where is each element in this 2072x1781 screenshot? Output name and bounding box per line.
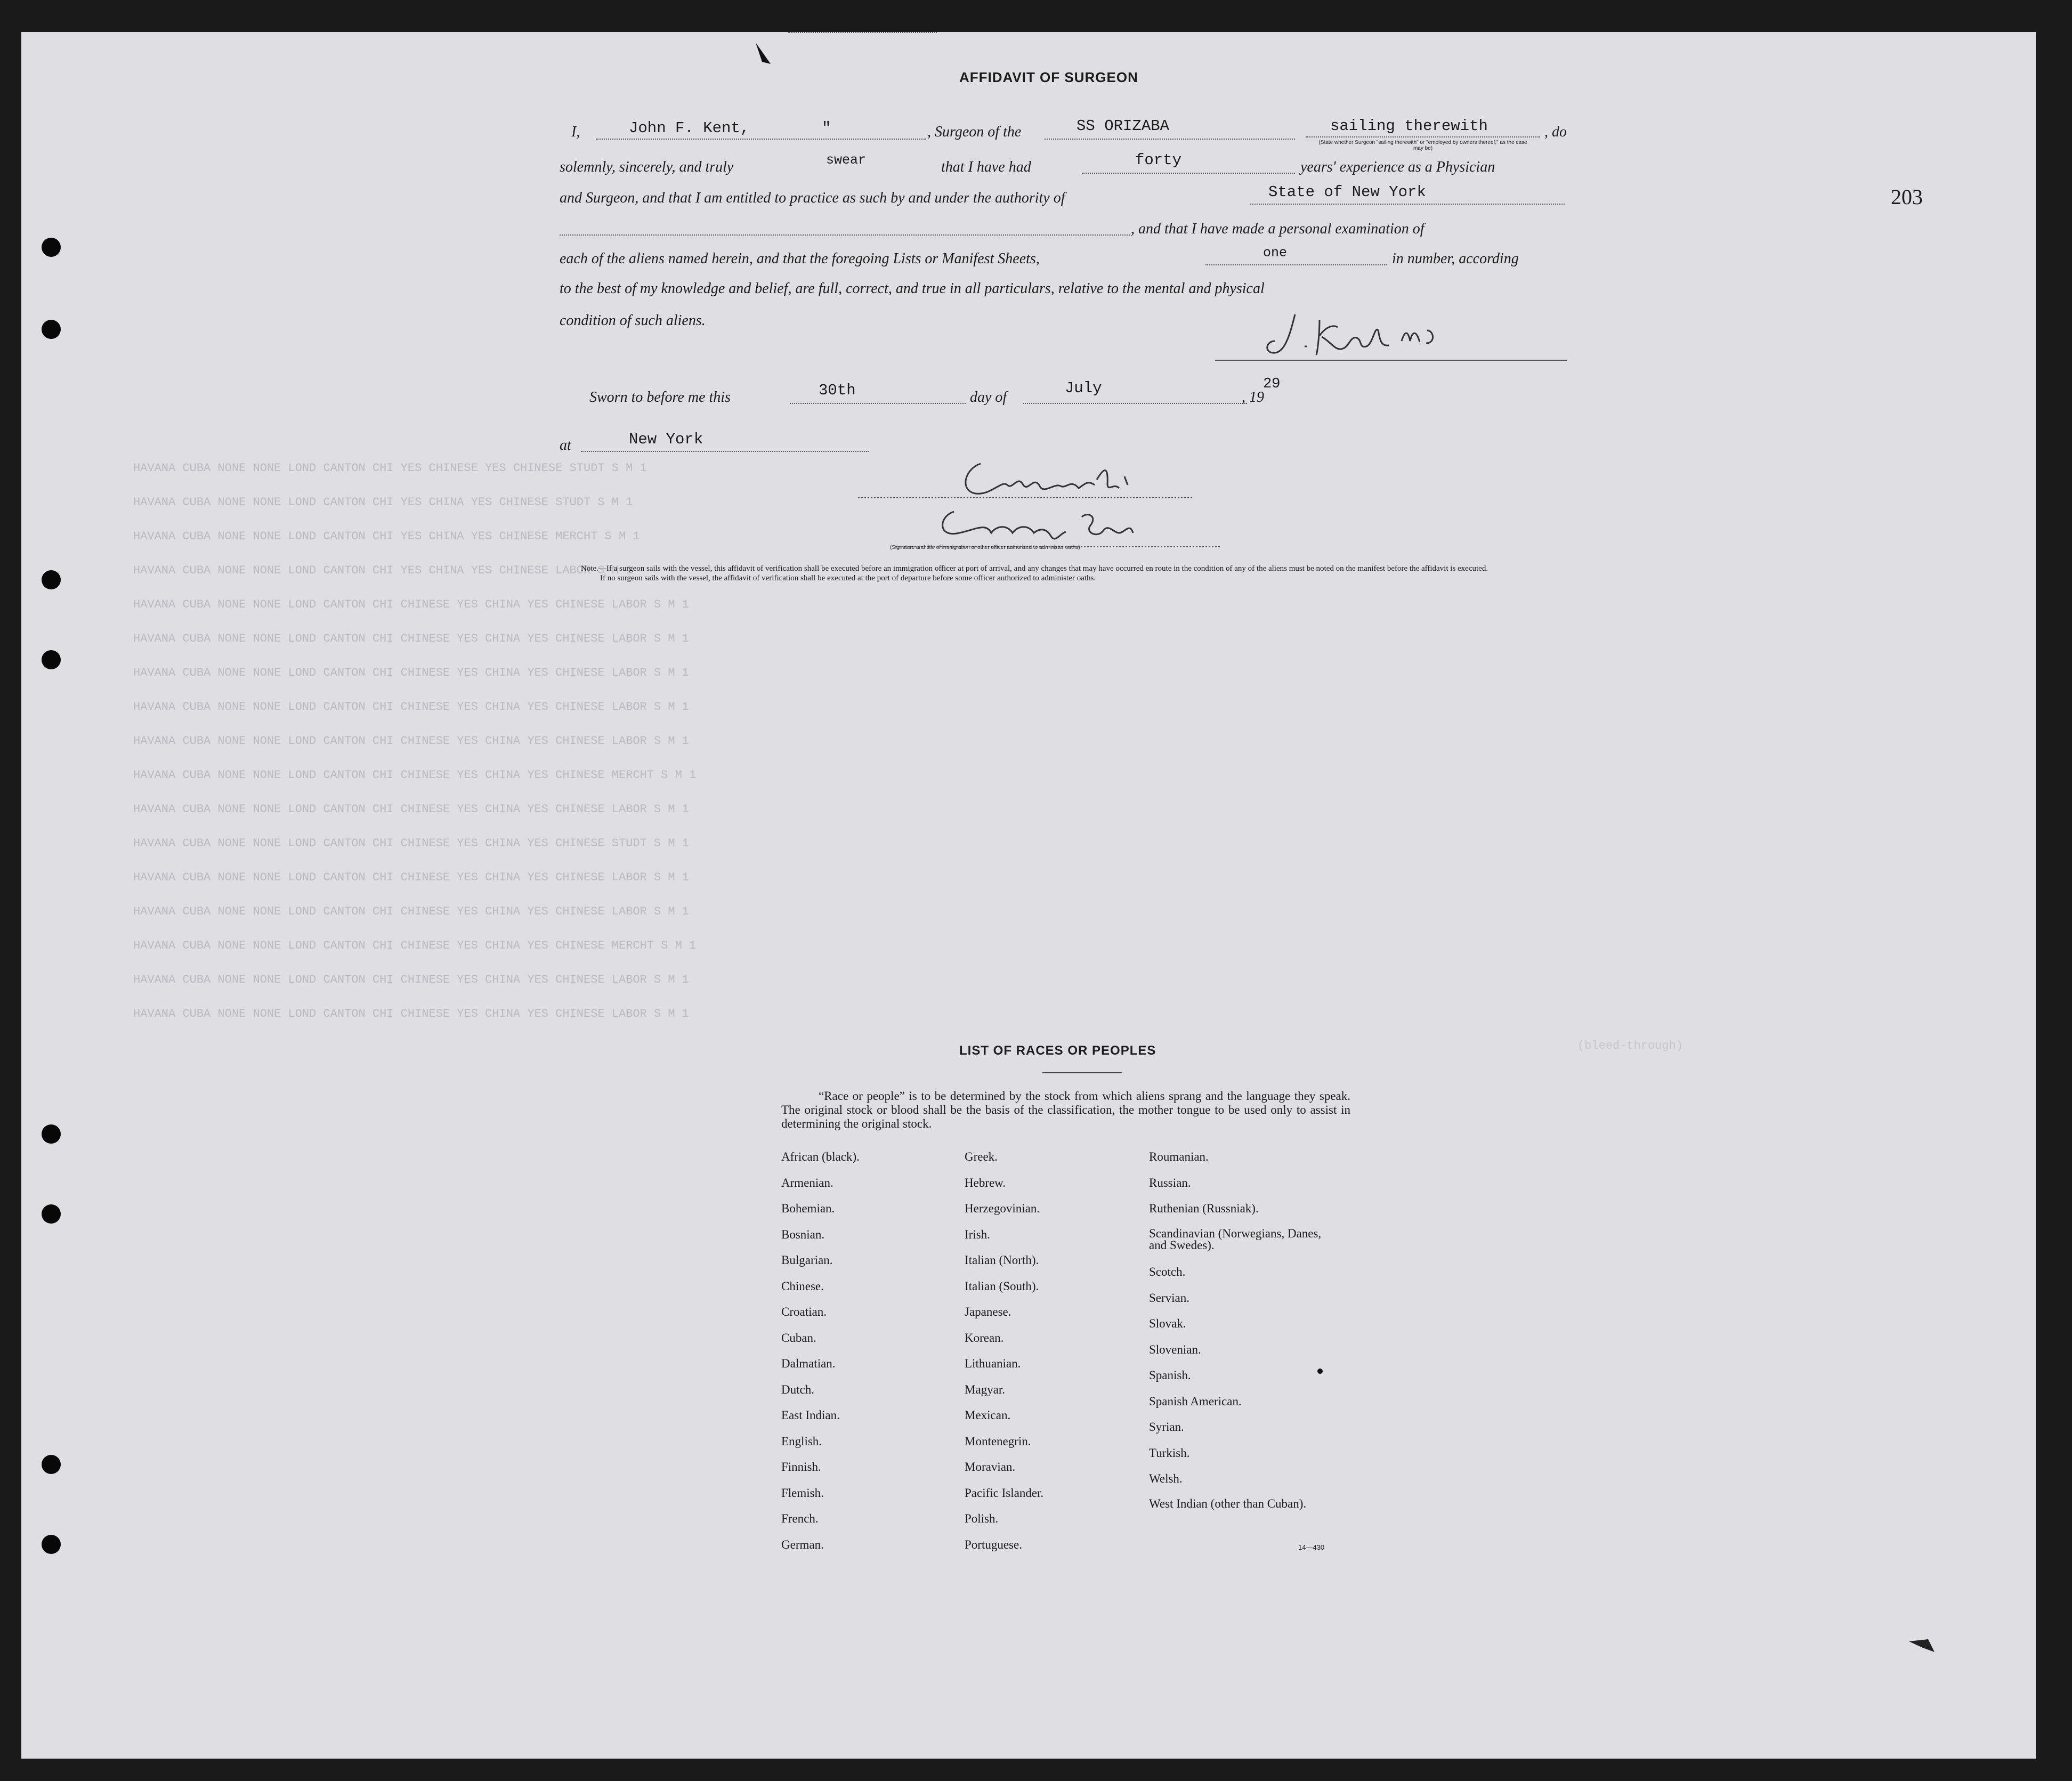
binder-hole (42, 320, 61, 339)
binder-hole (42, 238, 61, 257)
affidavit-title: AFFIDAVIT OF SURGEON (959, 69, 1138, 85)
race-item: Magyar. (965, 1382, 1006, 1396)
binder-hole (42, 1535, 61, 1554)
name-ditto-mark: " (822, 119, 831, 137)
manifest-count: one (1263, 245, 1288, 261)
race-item: Spanish American. (1149, 1394, 1242, 1408)
sworn-day: 30th (819, 382, 856, 399)
races-title: LIST OF RACES OR PEOPLES (959, 1043, 1156, 1058)
binder-hole (42, 1455, 61, 1474)
race-item: Scotch. (1149, 1265, 1186, 1278)
vessel-name: SS ORIZABA (1077, 117, 1170, 135)
sailing-note: (State whether Surgeon "sailing therewith" or "employed by owners thereof," as the case may be) (1318, 140, 1527, 151)
race-item: Italian (North). (965, 1253, 1039, 1267)
race-item: Chinese. (781, 1279, 824, 1293)
race-item: Finnish. (781, 1460, 821, 1474)
line1-surgeon-of: , Surgeon of the (927, 124, 1022, 140)
line6-text: to the best of my knowledge and belief, are full, correct, and true in all particulars, relative to the mental and physical (560, 280, 1265, 297)
form-number: 14—430 (1298, 1543, 1325, 1551)
sworn-place: New York (629, 431, 703, 448)
race-item: Ruthenian (Russniak). (1149, 1202, 1259, 1215)
race-item: Moravian. (965, 1460, 1016, 1474)
race-item: German. (781, 1537, 824, 1551)
race-item: Slovenian. (1149, 1342, 1201, 1356)
ink-dot (1317, 1369, 1323, 1374)
race-item: Irish. (965, 1227, 990, 1241)
line2-post: years' experience as a Physician (1300, 159, 1495, 175)
line7-text: condition of such aliens. (560, 312, 706, 329)
line3-pre: and Surgeon, and that I am entitled to practice as such by and under the authority of (560, 190, 1065, 206)
sailing-status: sailing therewith (1330, 117, 1488, 135)
oath-word: swear (826, 152, 867, 168)
sworn-month: July (1065, 379, 1102, 397)
race-item: Armenian. (781, 1176, 833, 1189)
line5-post: in number, according (1392, 250, 1519, 267)
race-item: African (black). (781, 1150, 860, 1163)
line5-pre: each of the aliens named herein, and that the foregoing Lists or Manifest Sheets, (560, 250, 1040, 267)
line4-text: , and that I have made a personal examination of (1131, 221, 1424, 237)
line2-pre: solemnly, sincerely, and truly (560, 159, 734, 175)
sworn-year-prefix: , 19 (1242, 389, 1264, 406)
race-item: Montenegrin. (965, 1434, 1031, 1448)
race-item: Pacific Islander. (965, 1486, 1044, 1500)
note-paragraph-1: Note.—If a surgeon sails with the vessel, this affidavit of verification shall be executed before an immigration officer at port of arrival, and any changes that may have occurred en route in the condition of any of the aliens must be noted on the manifest before the affidavit is executed. (581, 564, 1488, 573)
race-item: Lithuanian. (965, 1357, 1021, 1370)
binder-hole (42, 1124, 61, 1144)
race-item: Bulgarian. (781, 1253, 833, 1267)
race-item: Servian. (1149, 1291, 1190, 1305)
line2-mid: that I have had (941, 159, 1031, 175)
race-item: Bohemian. (781, 1202, 835, 1215)
race-item: English. (781, 1434, 822, 1448)
surgeon-name: John F. Kent, (629, 119, 750, 137)
race-item: Greek. (965, 1150, 998, 1163)
race-item: Scandinavian (Norwegians, Danes, and Swedes). (1149, 1226, 1322, 1252)
races-intro: “Race or people” is to be determined by the stock from which aliens sprang and the language they speak. The original stock or blood shall be the basis of the classification, the mother tongue to be used only to assist in determining the original stock. (781, 1089, 1350, 1130)
page-number: 203 (1891, 185, 1923, 209)
at-pre: at (560, 437, 571, 454)
race-item: Cuban. (781, 1331, 816, 1345)
note-paragraph-2: If no surgeon sails with the vessel, the affidavit of verification shall be executed at the port of departure before some officer authorized to administer oaths. (600, 574, 1096, 582)
authority: State of New York (1268, 183, 1426, 201)
corner-mark (752, 41, 774, 67)
race-item: Polish. (965, 1512, 999, 1525)
race-item: Hebrew. (965, 1176, 1006, 1189)
officer-caption: (Signature and title of immigration or other officer authorized to administer oaths) (890, 545, 1080, 551)
race-item: Russian. (1149, 1176, 1191, 1189)
binder-hole (42, 650, 61, 669)
race-item: Croatian. (781, 1305, 827, 1318)
binder-hole (42, 570, 61, 589)
race-item: Portuguese. (965, 1537, 1022, 1551)
race-item: Spanish. (1149, 1369, 1191, 1382)
line1-do: , do (1544, 124, 1567, 140)
race-item: Welsh. (1149, 1472, 1183, 1485)
binder-hole (42, 1204, 61, 1224)
sworn-year: 29 (1263, 376, 1281, 392)
race-item: Mexican. (965, 1408, 1011, 1422)
affidavit-note (581, 564, 1572, 583)
race-item: Bosnian. (781, 1227, 825, 1241)
race-item: Dutch. (781, 1382, 814, 1396)
officer-signature (831, 453, 1226, 560)
race-item: Flemish. (781, 1486, 824, 1500)
line1-pre: I, (571, 124, 580, 140)
race-item: Syrian. (1149, 1420, 1184, 1434)
manifest-sheet: HAVANA CUBA NONE NONE LOND CANTON CHI YES CHINESE YES CHINESE STUDT S M 1 HAVANA CUBA NONE NONE LOND CANTON CHI YES CHINA YES CHINESE STUDT S M 1 HAVANA CUBA NONE NONE LOND CANTON CHI YES CHINA YES CHINESE MERCHT S M 1 HAVANA CUBA NONE NONE LOND CANTON CHI YES CHINA YES CHINESE LABOR S M 1 HAVANA CUBA NONE NONE LOND CANTON CHI CHINESE YES CHINA YES CHINESE LABOR S M 1 HAVANA CUBA NONE NONE LOND CANTON CHI CHINESE YES CHINA YES CHINESE LABOR S M 1 HAVANA CUBA NONE NONE LOND CANTON CHI CHINESE YES CHINA YES CHINESE LABOR S M 1 HAVANA CUBA NONE NONE LOND CANTON CHI CHINESE YES CHINA YES CHINESE LABOR S M 1 HAVANA CUBA NONE NONE LOND CANTON CHI CHINESE YES CHINA YES CHINESE LABOR S M 1 HAVANA CUBA NONE NONE LOND CANTON CHI CHINESE YES CHINA YES CHINESE MERCHT S M 1 HAVANA CUBA NONE NONE LOND CANTON CHI CHINESE YES CHINA YES CHINESE LABOR S M 1 HAVANA CUBA NONE NONE LOND CANTON CHI CHINESE YES CHINA YES CHINESE STUDT S M 1 HAVANA CUBA NONE NONE LOND CANTON CHI CHINESE YES CHINA YES CHINESE LABOR S M 1 HAVANA CUBA NONE NONE LOND CANTON CHI CHINESE YES CHINA YES CHINESE LABOR S M 1 HAVANA CUBA NONE NONE LOND CANTON CHI CHINESE YES CHINA YES CHINESE MERCHT S M 1 HAVANA CUBA NONE NONE LOND CANTON CHI CHINESE YES CHINA YES CHINESE LABOR S M 1 HAVANA CUBA NONE NONE LOND CANTON CHI CHINESE YES CHINA YES CHINESE LABOR S M 1 (bleed-through) 203 AFFIDAVIT OF SURGEON I, John F. Kent, " , Surgeon of the SS ORIZABA sailing therewith (State whether Surgeon "sailing therewith" or "employed by owners thereof," as the case may be) , do solemnly, sincerely, and truly swear that I have had forty years' experience as a Physician and Surgeon, and that I am entitled to practice as such by and under the authority of State of New York , and that I have made a personal examination of each of the aliens named herein, and that the foregoing Lists or Manifest Sheets, one in number, according to the best of my knowledge and belief, are full, correct, and true in all particulars, relative to the mental and physical condition of such aliens. Sworn to before me this 30th day of July , 19 29 at New York (Signature and title of immigration or other officer authorized to administer oaths) Note.—If a surgeon sails with the vessel, this affidavit of verification shall be executed before an immigration officer at port of arrival, and any changes that may have occurred en route in the condition of any of the aliens must be noted on the manifest before the affidavit is executed. If no surgeon sails with the vessel, the affidavit of verification shall be executed at the port of departure before some officer authorized to administer oaths. LIST OF RACES OR PEOPLES “Race or people” is to be determined by the stock from which aliens sprang and the language they speak. The original stock or blood shall be the basis of the classification, the mother tongue to be used only to assist in determining the original stock. African (black). Armenian. Bohemian. Bosnian. Bulgarian. Chinese. Croatian. Cuban. Dalmatian. Dutch. East Indian. English. Finnish. Flemish. French. German. Greek. Hebrew. Herzegovinian. Irish. Italian (North). Italian (South). Japanese. Korean. Lithuanian. Magyar. Mexican. Montenegrin. Moravian. Pacific Islander. Polish. Portuguese. Roumanian. Russian. Ruthenian (Russniak). Scandinavian (Norwegians, Danes, and Swedes). Scotch. Servian. Slovak. Slovenian. Spanish. Spanish American. Syrian. Turkish. Welsh. West Indian (other than Cuban). 14—430 (21, 32, 2036, 1759)
race-item: Roumanian. (1149, 1150, 1209, 1163)
race-item: West Indian (other than Cuban). (1149, 1496, 1307, 1510)
sworn-day-of: day of (970, 389, 1007, 406)
race-item: Dalmatian. (781, 1357, 836, 1370)
race-item: East Indian. (781, 1408, 840, 1422)
race-item: Turkish. (1149, 1446, 1190, 1460)
race-item: Japanese. (965, 1305, 1011, 1318)
surgeon-signature (1215, 304, 1567, 362)
race-item: Slovak. (1149, 1317, 1186, 1330)
years-experience: forty (1135, 151, 1182, 169)
race-item: Italian (South). (965, 1279, 1039, 1293)
corner-mark (1907, 1636, 1939, 1657)
sworn-pre: Sworn to before me this (589, 389, 731, 406)
race-item: Herzegovinian. (965, 1202, 1040, 1215)
race-item: French. (781, 1512, 819, 1525)
race-item: Korean. (965, 1331, 1004, 1345)
